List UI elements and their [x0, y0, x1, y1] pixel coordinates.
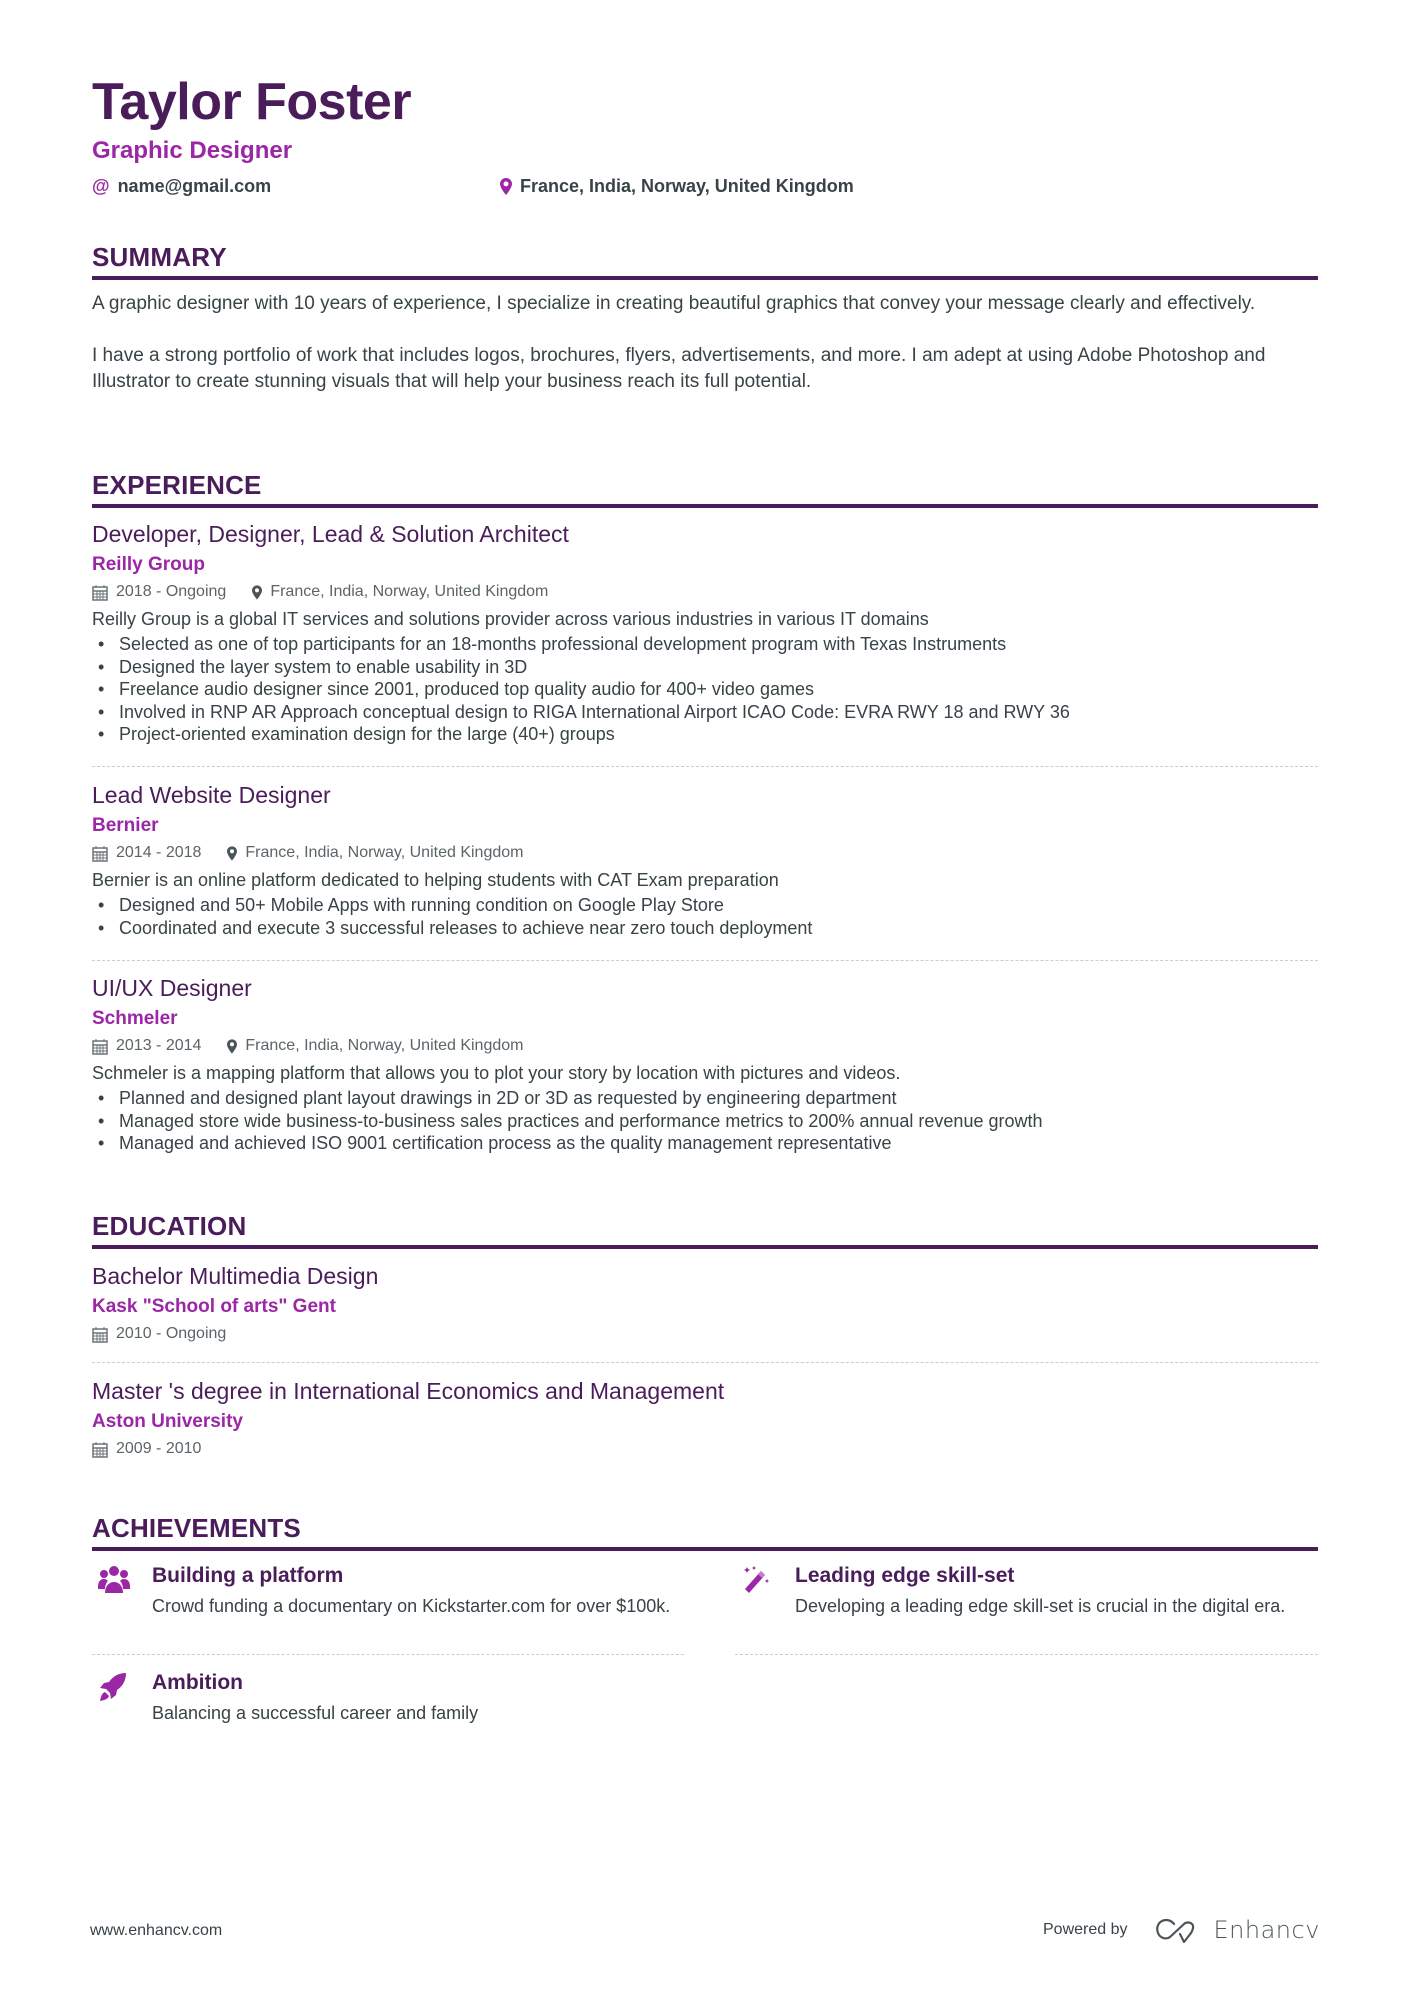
summary-section-header: [92, 242, 1318, 280]
summary-paragraph: I have a strong portfolio of work that includes logos, brochures, flyers, advertisements, and more. I am adept at using Adobe Photoshop and Illustrator to create stunning visuals that will help your business reach its full potential.: [92, 345, 1266, 392]
company-name: Reilly Group: [92, 554, 205, 575]
achievements-heading: ACHIEVEMENTS: [92, 1513, 301, 1543]
achievement-title: Ambition: [152, 1671, 243, 1694]
job-meta: [92, 1035, 1318, 1057]
job-title: Lead Website Designer: [92, 782, 331, 808]
achievement-item: [92, 1670, 684, 1730]
summary-text: [92, 291, 1318, 395]
enhancv-brand-text: Enhancv: [1213, 1916, 1320, 1944]
achievement-item: [735, 1563, 1318, 1653]
job-meta: [92, 842, 1318, 864]
job-dates: 2013 - 2014: [116, 1037, 202, 1054]
section-rule: [92, 1547, 1318, 1551]
rocket-icon: [98, 1672, 128, 1702]
achievement-description: Developing a leading edge skill-set is crucial in the digital era.: [795, 1596, 1286, 1616]
institution-name: Aston University: [92, 1411, 243, 1432]
education-dates: 2009 - 2010: [116, 1440, 202, 1457]
entry-divider: [735, 1654, 1318, 1655]
job-meta: [92, 581, 1318, 603]
entry-divider: [92, 1362, 1318, 1363]
location-text: France, India, Norway, United Kingdom: [520, 176, 854, 196]
users-icon: [98, 1565, 128, 1595]
calendar-icon: [92, 1441, 108, 1458]
calendar-icon: [92, 845, 108, 862]
at-icon: @: [92, 176, 110, 196]
summary-heading: SUMMARY: [92, 242, 227, 272]
bullet-item: • Project-oriented examination design for the large (40+) groups: [92, 723, 1318, 746]
entry-divider: [92, 766, 1318, 767]
section-rule: [92, 1245, 1318, 1249]
calendar-icon: [92, 1326, 108, 1343]
section-rule: [92, 276, 1318, 280]
experience-entry: [92, 519, 1318, 746]
company-description: Bernier is an online platform dedicated to helping students with CAT Exam preparation: [92, 870, 779, 890]
powered-by-label: Powered by: [1043, 1921, 1128, 1938]
education-section-header: [92, 1211, 1318, 1249]
map-pin-icon: [227, 1039, 237, 1054]
experience-heading: EXPERIENCE: [92, 470, 262, 500]
achievements-section-header: [92, 1513, 1318, 1551]
location-contact: [500, 175, 854, 197]
job-title: Developer, Designer, Lead & Solution Architect: [92, 521, 569, 547]
degree-title: Bachelor Multimedia Design: [92, 1263, 379, 1289]
experience-section-header: [92, 470, 1318, 508]
bullet-item: • Coordinated and execute 3 successful releases to achieve near zero touch deployment: [92, 917, 1318, 940]
achievement-list: [92, 1087, 1318, 1155]
job-location: France, India, Norway, United Kingdom: [245, 1037, 524, 1054]
email-contact[interactable]: [92, 175, 271, 197]
education-entry: [92, 1376, 1318, 1460]
experience-entry: [92, 973, 1318, 1155]
candidate-name: Taylor Foster: [92, 73, 412, 131]
job-location: France, India, Norway, United Kingdom: [245, 844, 524, 861]
candidate-title: Graphic Designer: [92, 137, 293, 164]
email-text: name@gmail.com: [117, 176, 272, 196]
job-dates: 2018 - Ongoing: [116, 583, 227, 600]
company-description: Reilly Group is a global IT services and solutions provider across various industries in various IT domains: [92, 609, 929, 629]
job-dates: 2014 - 2018: [116, 844, 202, 861]
achievement-item: [92, 1563, 684, 1653]
bullet-item: • Selected as one of top participants for an 18-months professional development program with Texas Instruments: [92, 633, 1318, 656]
enhancv-logo-icon: [1154, 1917, 1202, 1943]
education-meta: [92, 1323, 1318, 1345]
section-rule: [92, 504, 1318, 508]
bullet-item: • Managed and achieved ISO 9001 certification process as the quality management representative: [92, 1132, 1318, 1155]
achievement-title: Building a platform: [152, 1564, 344, 1587]
company-name: Bernier: [92, 815, 159, 836]
education-heading: EDUCATION: [92, 1211, 247, 1241]
experience-entry: [92, 780, 1318, 939]
achievement-description: Balancing a successful career and family: [152, 1703, 479, 1723]
bullet-item: • Designed and 50+ Mobile Apps with running condition on Google Play Store: [92, 894, 1318, 917]
map-pin-icon: [227, 846, 237, 861]
bullet-item: • Managed store wide business-to-business sales practices and performance metrics to 200% annual revenue growth: [92, 1110, 1318, 1133]
job-title: UI/UX Designer: [92, 975, 252, 1001]
degree-title: Master 's degree in International Economics and Management: [92, 1378, 725, 1404]
achievement-list: [92, 894, 1318, 939]
map-pin-icon: [500, 178, 512, 195]
entry-divider: [92, 960, 1318, 961]
footer-website-link[interactable]: www.enhancv.com: [90, 1922, 223, 1939]
bullet-item: • Freelance audio designer since 2001, produced top quality audio for 400+ video games: [92, 678, 1318, 701]
institution-name: Kask "School of arts" Gent: [92, 1296, 336, 1317]
calendar-icon: [92, 1038, 108, 1055]
achievement-title: Leading edge skill-set: [795, 1564, 1015, 1587]
achievement-description: Crowd funding a documentary on Kickstarter.com for over $100k.: [152, 1596, 671, 1616]
education-dates: 2010 - Ongoing: [116, 1325, 227, 1342]
bullet-item: • Involved in RNP AR Approach conceptual design to RIGA International Airport ICAO Code: EVRA RWY 18 and RWY 36: [92, 701, 1318, 724]
map-pin-icon: [252, 585, 262, 600]
education-meta: [92, 1438, 1318, 1460]
job-location: France, India, Norway, United Kingdom: [270, 583, 549, 600]
company-name: Schmeler: [92, 1008, 178, 1029]
footer-branding[interactable]: [1043, 1916, 1320, 1944]
bullet-item: • Designed the layer system to enable usability in 3D: [92, 656, 1318, 679]
entry-divider: [92, 1654, 684, 1655]
education-entry: [92, 1261, 1318, 1345]
summary-paragraph: A graphic designer with 10 years of experience, I specialize in creating beautiful graphics that convey your message clearly and effectively.: [92, 293, 1256, 314]
achievement-list: [92, 633, 1318, 746]
calendar-icon: [92, 584, 108, 601]
magic-wand-icon: [741, 1565, 771, 1595]
bullet-item: • Planned and designed plant layout drawings in 2D or 3D as requested by engineering department: [92, 1087, 1318, 1110]
company-description: Schmeler is a mapping platform that allows you to plot your story by location with pictures and videos.: [92, 1063, 901, 1083]
